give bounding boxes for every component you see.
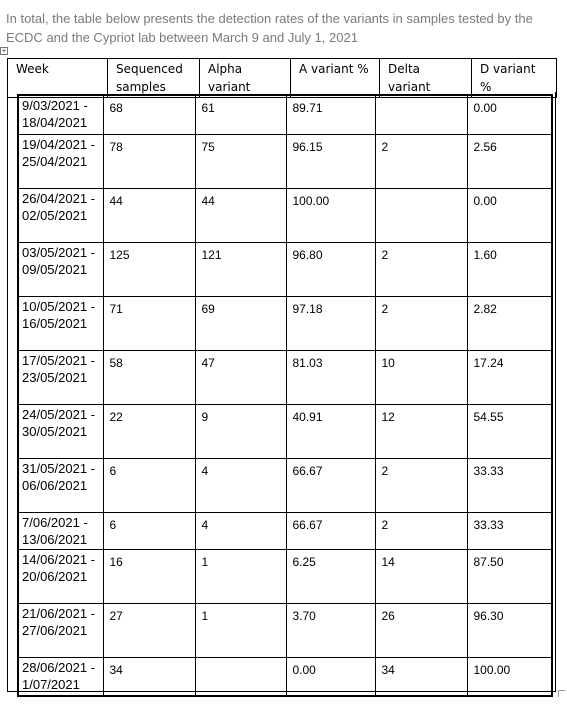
- table-row: [18, 95, 552, 134]
- table-row: [18, 134, 552, 188]
- table-cell-alpha: 4: [195, 458, 286, 512]
- table-cell-a-pct: 100.00: [286, 188, 375, 242]
- table-cell-delta: 26: [375, 603, 467, 657]
- table-cell-sequenced: 34: [103, 657, 195, 696]
- table-row: [18, 549, 552, 603]
- table-row: [18, 458, 552, 512]
- header-alpha: Alpha variant: [200, 59, 291, 98]
- table-cell-a-pct: 96.80: [286, 242, 375, 296]
- table-cell-alpha: 1: [195, 603, 286, 657]
- table-cell-alpha: 1: [195, 549, 286, 603]
- table-cell-d-pct: 33.33: [467, 458, 552, 512]
- table-cell-d-pct: 1.60: [467, 242, 552, 296]
- table-cell-week: 28/06/2021 - 1/07/2021: [18, 657, 103, 696]
- header-d-pct: D variant %: [472, 59, 557, 98]
- table-cell-sequenced: 125: [103, 242, 195, 296]
- table-cell-delta: [375, 95, 467, 134]
- header-week: Week: [8, 59, 108, 98]
- table-cell-week: 26/04/2021 - 02/05/2021: [18, 188, 103, 242]
- table-cell-sequenced: 68: [103, 95, 195, 134]
- table-cell-week: 10/05/2021 - 16/05/2021: [18, 296, 103, 350]
- table-cell-alpha: 4: [195, 512, 286, 549]
- table-cell-week: 17/05/2021 - 23/05/2021: [18, 350, 103, 404]
- table-cell-a-pct: 3.70: [286, 603, 375, 657]
- table-cell-a-pct: 6.25: [286, 549, 375, 603]
- table-move-handle-icon[interactable]: +: [1, 46, 7, 55]
- table-cell-sequenced: 27: [103, 603, 195, 657]
- table-row: [18, 512, 552, 549]
- table-cell-a-pct: 66.67: [286, 458, 375, 512]
- table-cell-sequenced: 6: [103, 512, 195, 549]
- table-row: [18, 657, 552, 696]
- table-cell-a-pct: 0.00: [286, 657, 375, 696]
- table-cell-sequenced: 22: [103, 404, 195, 458]
- table-cell-a-pct: 81.03: [286, 350, 375, 404]
- table-cell-d-pct: 100.00: [467, 657, 552, 696]
- table-cell-a-pct: 66.67: [286, 512, 375, 549]
- table-cell-delta: 12: [375, 404, 467, 458]
- table-cell-delta: 2: [375, 296, 467, 350]
- table-cell-sequenced: 71: [103, 296, 195, 350]
- table-cell-alpha: 44: [195, 188, 286, 242]
- table-cell-a-pct: 96.15: [286, 134, 375, 188]
- header-delta: Delta variant: [380, 59, 472, 98]
- table-cell-sequenced: 6: [103, 458, 195, 512]
- table-cell-delta: 2: [375, 512, 467, 549]
- table-cell-delta: 34: [375, 657, 467, 696]
- table-cell-delta: 10: [375, 350, 467, 404]
- table-cell-d-pct: 0.00: [467, 95, 552, 134]
- table-cell-week: 7/06/2021 - 13/06/2021: [18, 512, 103, 549]
- table-row: [18, 188, 552, 242]
- table-cell-a-pct: 40.91: [286, 404, 375, 458]
- table-row: [18, 350, 552, 404]
- table-cell-d-pct: 0.00: [467, 188, 552, 242]
- data-table: [17, 94, 553, 697]
- table-row: [18, 242, 552, 296]
- table-cell-alpha: 75: [195, 134, 286, 188]
- table-row: [18, 404, 552, 458]
- table-cell-week: 14/06/2021 - 20/06/2021: [18, 549, 103, 603]
- header-sequenced: Sequenced samples: [108, 59, 200, 98]
- table-cell-week: 24/05/2021 - 30/05/2021: [18, 404, 103, 458]
- header-a-pct: A variant %: [291, 59, 380, 98]
- table-cell-sequenced: 58: [103, 350, 195, 404]
- table-cell-a-pct: 89.71: [286, 95, 375, 134]
- table-cell-week: 03/05/2021 - 09/05/2021: [18, 242, 103, 296]
- table-resize-handle[interactable]: [558, 690, 565, 697]
- table-cell-delta: 2: [375, 458, 467, 512]
- table-cell-d-pct: 54.55: [467, 404, 552, 458]
- table-cell-week: 19/04/2021 - 25/04/2021: [18, 134, 103, 188]
- table-cell-delta: 2: [375, 134, 467, 188]
- table-cell-alpha: 121: [195, 242, 286, 296]
- table-cell-d-pct: 2.56: [467, 134, 552, 188]
- table-cell-d-pct: 87.50: [467, 549, 552, 603]
- table-cell-sequenced: 16: [103, 549, 195, 603]
- table-cell-delta: [375, 188, 467, 242]
- table-cell-week: 31/05/2021 - 06/06/2021: [18, 458, 103, 512]
- table-row: [18, 296, 552, 350]
- table-cell-d-pct: 2.82: [467, 296, 552, 350]
- table-cell-week: 21/06/2021 - 27/06/2021: [18, 603, 103, 657]
- table-cell-d-pct: 17.24: [467, 350, 552, 404]
- table-cell-alpha: 47: [195, 350, 286, 404]
- table-cell-d-pct: 33.33: [467, 512, 552, 549]
- table-cell-sequenced: 78: [103, 134, 195, 188]
- table-cell-week: 9/03/2021 - 18/04/2021: [18, 95, 103, 134]
- table-cell-alpha: 61: [195, 95, 286, 134]
- table-cell-a-pct: 97.18: [286, 296, 375, 350]
- table-cell-sequenced: 44: [103, 188, 195, 242]
- table-cell-delta: 14: [375, 549, 467, 603]
- table-cell-d-pct: 96.30: [467, 603, 552, 657]
- table-cell-alpha: 9: [195, 404, 286, 458]
- table-row: [18, 603, 552, 657]
- table-cell-alpha: 69: [195, 296, 286, 350]
- table-cell-delta: 2: [375, 242, 467, 296]
- table-cell-alpha: [195, 657, 286, 696]
- intro-paragraph: In total, the table below presents the detection rates of the variants in samples tested by the ECDC and the Cypriot lab between March 9 and July 1, 2021: [6, 11, 533, 45]
